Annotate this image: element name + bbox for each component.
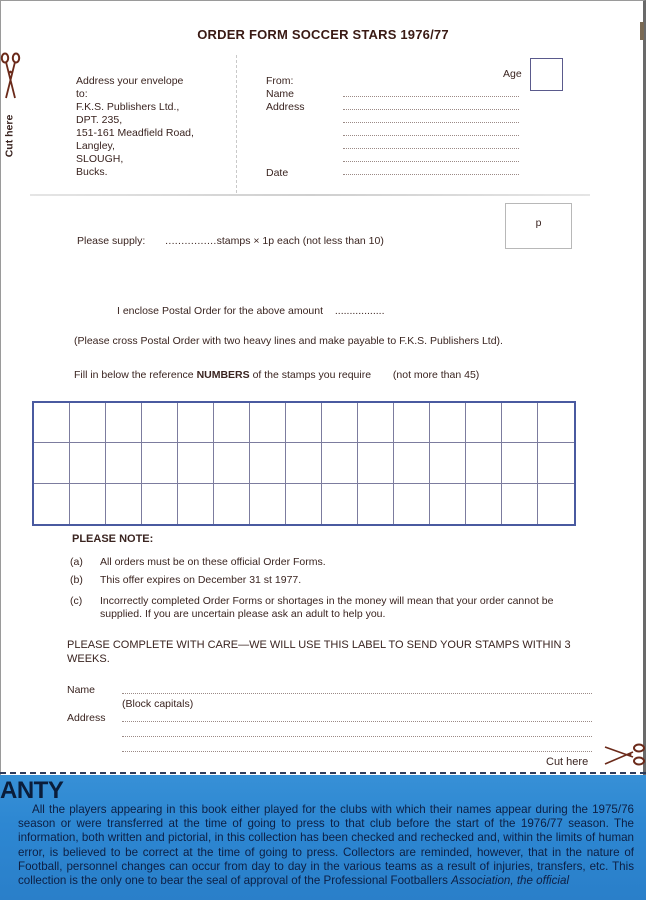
from-date-field[interactable] — [343, 174, 519, 175]
note-item-label: (c) — [70, 595, 83, 607]
stamp-number-cell[interactable] — [286, 443, 322, 483]
cross-postal-order-note: (Please cross Postal Order with two heavy lines and make payable to F.K.S. Publishers Ltd). — [74, 335, 503, 347]
stamp-number-cell[interactable] — [250, 484, 286, 524]
note-item-label: (b) — [70, 574, 83, 586]
stamp-number-cell[interactable] — [430, 443, 466, 483]
stamp-number-cell[interactable] — [466, 403, 502, 443]
note-item — [70, 556, 590, 569]
scissors-icon — [0, 52, 22, 100]
from-address-field-4[interactable] — [343, 148, 519, 149]
stamp-number-cell[interactable] — [34, 443, 70, 483]
stamp-number-cell[interactable] — [70, 443, 106, 483]
supply-prefix: Please supply: — [77, 235, 146, 247]
from-label: From: — [266, 75, 294, 87]
supply-suffix: stamps × 1p each (not less than 10) — [216, 235, 384, 247]
stamp-number-cell[interactable] — [178, 403, 214, 443]
from-address-field-1[interactable] — [343, 109, 519, 110]
numbers-instruction-before: Fill in below the reference — [74, 369, 197, 381]
label-address-field-3[interactable] — [122, 751, 592, 752]
stamp-number-cell[interactable] — [502, 403, 538, 443]
numbers-instruction-bold: NUMBERS — [196, 369, 250, 381]
label-name-label: Name — [67, 684, 96, 696]
stamp-number-cell[interactable] — [358, 484, 394, 524]
stamp-number-cell[interactable] — [394, 403, 430, 443]
stamp-number-cell[interactable] — [502, 484, 538, 524]
send-to-address — [76, 75, 194, 179]
age-label: Age — [503, 68, 522, 80]
stamp-number-cell[interactable] — [358, 443, 394, 483]
label-name-field[interactable] — [122, 693, 592, 694]
stamp-number-cell[interactable] — [358, 403, 394, 443]
from-address-field-5[interactable] — [343, 161, 519, 162]
send-to-line: 151-161 Meadfield Road, — [76, 127, 194, 139]
stamp-number-cell[interactable] — [178, 484, 214, 524]
please-note-heading: PLEASE NOTE: — [72, 533, 154, 545]
stamp-number-cell[interactable] — [142, 403, 178, 443]
stamp-number-cell[interactable] — [178, 443, 214, 483]
form-title: ORDER FORM SOCCER STARS 1976/77 — [197, 27, 449, 42]
stamp-number-cell[interactable] — [70, 403, 106, 443]
stamp-number-cell[interactable] — [106, 443, 142, 483]
note-item-text: This offer expires on December 31 st 1977. — [100, 574, 302, 586]
warranty-text: All the players appearing in this book either played for the clubs with which their names appear during the 1975/76 season or were transferred at the time of going to press to that club before the start of the 1976/77 season. The information, both written and pictorial, in this collection has been checked and rechecked and, within the limits of human error, is believed to be correct at the time of going to press. Collectors are reminded, however, that in the nature of Football, personnel changes can occur from day to day in the various teams as a result of injuries, transfers, etc. This collection is the only one to bear the seal of approval of the Professional Footballers — [18, 803, 634, 888]
stamp-number-cell[interactable] — [214, 403, 250, 443]
label-address-label: Address — [67, 712, 106, 724]
send-to-line: F.K.S. Publishers Ltd., — [76, 101, 180, 113]
label-instruction: PLEASE COMPLETE WITH CARE—WE WILL USE THIS LABEL TO SEND YOUR STAMPS WITHIN 3 WEEKS. — [67, 639, 571, 665]
scissors-icon — [603, 742, 646, 768]
from-date-label: Date — [266, 167, 289, 179]
supply-quantity-field[interactable]: ................ — [165, 235, 217, 247]
stamp-number-cell[interactable] — [142, 443, 178, 483]
stamp-number-cell[interactable] — [394, 443, 430, 483]
label-address-field-2[interactable] — [122, 736, 592, 737]
stamp-number-cell[interactable] — [322, 443, 358, 483]
stamp-number-cell[interactable] — [106, 484, 142, 524]
stamp-number-grid — [32, 401, 576, 526]
from-name-label: Name — [266, 88, 295, 100]
warranty-paragraph — [18, 803, 634, 888]
stamp-number-cell[interactable] — [34, 484, 70, 524]
stamp-number-cell[interactable] — [322, 484, 358, 524]
stamp-number-cell[interactable] — [538, 403, 574, 443]
cut-here-label-left: Cut here — [3, 114, 16, 158]
pence-unit: p — [535, 217, 542, 229]
postal-order-text: I enclose Postal Order for the above amount — [117, 305, 324, 317]
note-item — [70, 595, 590, 621]
send-to-line: SLOUGH, — [76, 153, 124, 165]
numbers-instruction-after: of the stamps you require — [249, 369, 372, 381]
note-item-label: (a) — [70, 556, 83, 568]
label-address-field-1[interactable] — [122, 721, 592, 722]
stamp-number-cell[interactable] — [466, 484, 502, 524]
from-address-field-2[interactable] — [343, 122, 519, 123]
stamp-number-cell[interactable] — [538, 484, 574, 524]
send-to-line: Address your envelope — [76, 75, 184, 87]
stamp-number-cell[interactable] — [250, 443, 286, 483]
stamp-number-cell[interactable] — [142, 484, 178, 524]
note-item-text: Incorrectly completed Order Forms or shortages in the money will mean that your order cannot be supplied. If you are uncertain please ask an adult to help you. — [100, 595, 554, 620]
send-to-line: Langley, — [76, 140, 115, 152]
stamp-number-cell[interactable] — [502, 443, 538, 483]
warranty-text-italic: Association, the official — [451, 874, 570, 888]
stamp-number-cell[interactable] — [466, 443, 502, 483]
note-item-text: All orders must be on these official Order Forms. — [100, 556, 326, 568]
note-item — [70, 574, 590, 587]
stamp-number-cell[interactable] — [106, 403, 142, 443]
supply-line — [77, 235, 384, 248]
numbers-limit: (not more than 45) — [392, 369, 480, 381]
stamp-number-cell[interactable] — [70, 484, 106, 524]
cut-line — [0, 772, 646, 774]
from-name-field[interactable] — [343, 96, 519, 97]
pence-total-box[interactable] — [505, 203, 572, 249]
age-input-box[interactable] — [530, 58, 563, 91]
cut-here-label-right: Cut here — [546, 756, 589, 768]
postal-order-amount-field[interactable]: ................. — [334, 305, 385, 317]
section-separator — [30, 194, 590, 196]
from-address-label: Address — [266, 101, 305, 113]
numbers-instruction — [74, 369, 554, 382]
send-to-line: to: — [76, 88, 88, 100]
block-capitals-hint: (Block capitals) — [122, 698, 194, 710]
stamp-number-cell[interactable] — [394, 484, 430, 524]
stamp-number-cell[interactable] — [430, 403, 466, 443]
stamp-number-cell[interactable] — [286, 484, 322, 524]
stamp-number-cell[interactable] — [214, 484, 250, 524]
stamp-number-cell[interactable] — [250, 403, 286, 443]
warranty-heading: ANTY — [0, 777, 64, 804]
stamp-number-cell[interactable] — [286, 403, 322, 443]
stamp-number-cell[interactable] — [430, 484, 466, 524]
postal-order-line — [117, 305, 384, 318]
stamp-number-cell[interactable] — [34, 403, 70, 443]
stamp-number-cell[interactable] — [322, 403, 358, 443]
send-to-line: DPT. 235, — [76, 114, 123, 126]
from-address-field-3[interactable] — [343, 135, 519, 136]
send-to-line: Bucks. — [76, 166, 108, 178]
vertical-divider — [236, 55, 237, 193]
stamp-number-cell[interactable] — [214, 443, 250, 483]
stamp-number-cell[interactable] — [538, 443, 574, 483]
